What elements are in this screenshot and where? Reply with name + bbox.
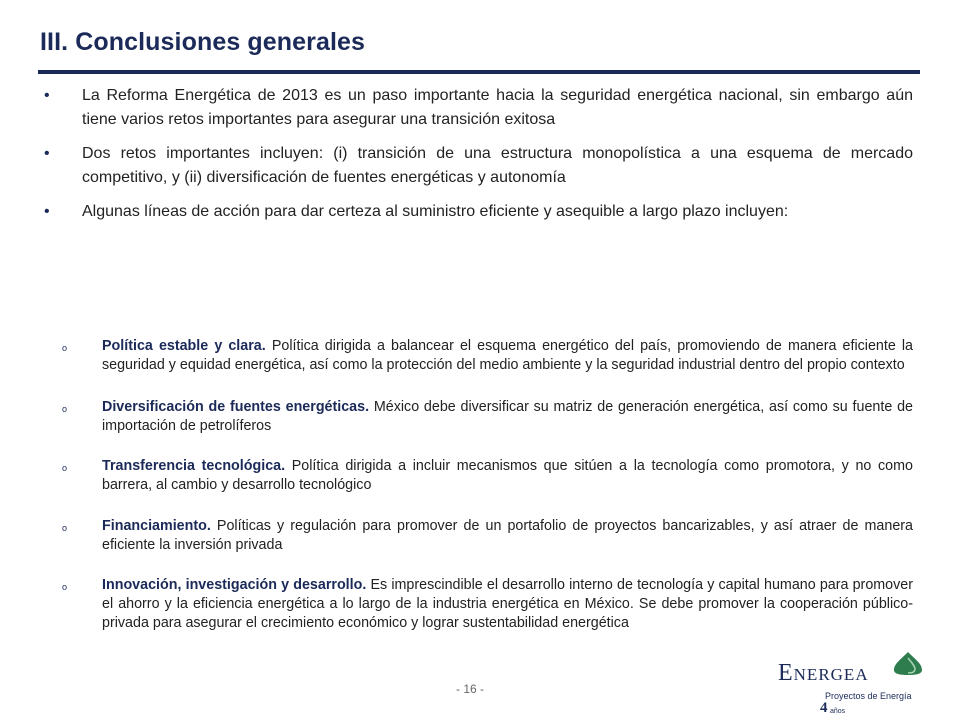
bullet-text: Algunas líneas de acción para dar certeza al suministro eficiente y asequible a largo plazo incluyen: xyxy=(82,203,789,220)
sub-item-heading: Diversificación de fuentes energéticas. xyxy=(102,399,370,415)
logo-wordmark: Energea xyxy=(778,660,869,686)
sub-item-text: Políticas y regulación para promover de un portafolio de proyectos bancarizables, y así atraer de manera eficiente la inversión privada xyxy=(102,518,913,553)
sub-item-innovation xyxy=(62,576,913,633)
bullet-dot-icon: • xyxy=(44,87,50,104)
logo-subtitle: Proyectos de Energía xyxy=(825,691,912,701)
sub-item-text: Política dirigida a balancear el esquema energético del país, promoviendo de manera eficiente la seguridad y equidad energética, así como la protección del medio ambiente y la seguridad industrial dentro del propio contexto xyxy=(102,338,913,373)
sub-item-text: Política dirigida a incluir mecanismos que sitúen a la tecnología como promotora, y no como barrera, al cambio y desarrollo tecnológico xyxy=(102,458,913,493)
bullet-text: La Reforma Energética de 2013 es un paso importante hacia la seguridad energética nacional, sin embargo aún tiene varios retos importantes para asegurar una transición exitosa xyxy=(82,87,913,128)
bullet-item xyxy=(42,84,913,132)
circle-bullet-icon: o xyxy=(62,582,68,592)
sub-item-policy xyxy=(62,337,913,375)
sub-item-text: México debe diversificar su matriz de generación energética, así como su fuente de importación de petrolíferos xyxy=(102,399,913,434)
bullet-dot-icon: • xyxy=(44,203,50,220)
sub-item-heading: Innovación, investigación y desarrollo. xyxy=(102,577,367,593)
title-divider xyxy=(38,70,920,74)
logo-years-label: años xyxy=(830,708,846,715)
sub-item-diversification xyxy=(62,398,913,436)
sub-item-text: Es imprescindible el desarrollo interno de tecnología y capital humano para promover el ahorro y la eficiencia energética a lo largo de la industria energética en México. Se debe promover la cooperación público-privada para asegurar el crecimiento económico y lograr sustentabilidad energética xyxy=(102,577,913,631)
page-title: III. Conclusiones generales xyxy=(40,28,366,56)
circle-bullet-icon: o xyxy=(62,463,68,473)
page-number: - 16 - xyxy=(456,682,485,696)
logo-years-number: 4 xyxy=(820,700,828,716)
bullet-dot-icon: • xyxy=(44,145,50,162)
sub-item-heading: Transferencia tecnológica. xyxy=(102,458,286,474)
main-bullet-list xyxy=(42,84,913,234)
bullet-item xyxy=(42,142,913,190)
sub-item-financing xyxy=(62,517,913,555)
circle-bullet-icon: o xyxy=(62,404,68,414)
bullet-text: Dos retos importantes incluyen: (i) transición de una estructura monopolística a una esquema de mercado competitivo, y (ii) diversificación de fuentes energéticas y autonomía xyxy=(82,145,913,186)
sub-item-heading: Política estable y clara. xyxy=(102,338,266,354)
sub-item-heading: Financiamiento. xyxy=(102,518,211,534)
circle-bullet-icon: o xyxy=(62,343,68,353)
bullet-item xyxy=(42,200,913,224)
sub-bullet-list xyxy=(62,337,913,633)
leaf-drop-icon xyxy=(888,650,928,676)
sub-item-technology xyxy=(62,457,913,495)
energea-logo xyxy=(770,650,935,718)
circle-bullet-icon: o xyxy=(62,523,68,533)
